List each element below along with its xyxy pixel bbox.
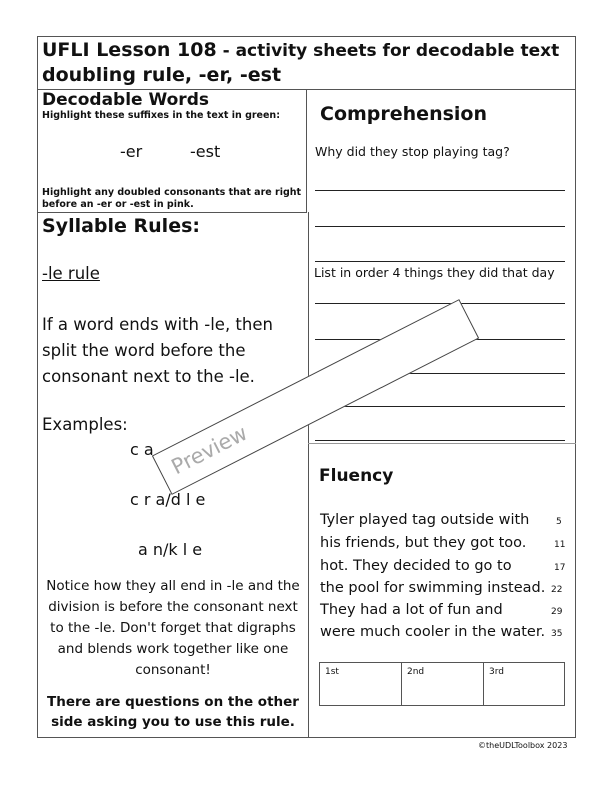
fluency-line: hot. They decided to go to <box>320 558 512 574</box>
comprehension-heading: Comprehension <box>320 103 487 125</box>
word-count: 22 <box>551 585 563 595</box>
syllable-heading: Syllable Rules: <box>42 215 200 237</box>
word-count: 17 <box>554 563 566 573</box>
divider-vertical-top <box>306 90 307 212</box>
question-1: Why did they stop playing tag? <box>315 144 510 159</box>
suffix-er: -er <box>120 142 143 161</box>
example-3: a n/k l e <box>138 540 203 559</box>
suffix-est: -est <box>190 142 221 161</box>
notice-paragraph: Notice how they all end in -le and the division is before the consonant next to the -le. Don't forget that digraphs and blends work together like one consonant! <box>46 578 300 678</box>
watermark-text: Preview <box>167 420 252 480</box>
page-title <box>42 39 559 61</box>
rule-name: -le rule <box>42 264 100 283</box>
decodable-heading: Decodable Words <box>42 90 209 110</box>
fluency-line: were much cooler in the water. <box>320 624 546 640</box>
other-side-note: There are questions on the other side asking you to use this rule. <box>47 694 299 730</box>
lesson-subtitle: - activity sheets for decodable text <box>216 41 560 61</box>
fluency-heading: Fluency <box>319 466 394 486</box>
answer-line <box>315 303 565 304</box>
answer-line <box>315 406 565 407</box>
answer-line <box>315 226 565 227</box>
word-count: 5 <box>556 517 562 527</box>
examples-label: Examples: <box>42 415 128 434</box>
rule-line-2: split the word before the <box>42 341 246 360</box>
example-1: c a <box>130 440 154 459</box>
rule-line-3: consonant next to the -le. <box>42 367 255 386</box>
question-2: List in order 4 things they did that day <box>314 265 555 280</box>
example-2: c r a/d l e <box>130 490 206 509</box>
table-cell-1st: 1st <box>320 663 402 705</box>
decodable-instruction: Highlight these suffixes in the text in green: <box>42 110 280 121</box>
table-cell-2nd: 2nd <box>402 663 484 705</box>
fluency-attempts-table <box>319 662 565 706</box>
divider-vertical-bottom <box>308 212 309 738</box>
fluency-line: the pool for swimming instead. <box>320 580 546 596</box>
answer-line <box>315 190 565 191</box>
word-count: 11 <box>554 540 566 550</box>
fluency-line: Tyler played tag outside with <box>320 512 530 528</box>
answer-line <box>315 440 565 441</box>
word-count: 29 <box>551 607 563 617</box>
divider-decodable <box>37 212 307 213</box>
fluency-line: his friends, but they got too. <box>320 535 527 551</box>
title-box <box>37 36 576 90</box>
answer-line <box>315 261 565 262</box>
decodable-instruction-2: Highlight any doubled consonants that are right before an -er or -est in pink. <box>42 187 302 210</box>
divider-fluency <box>308 443 576 444</box>
lesson-name: UFLI Lesson 108 <box>42 39 217 61</box>
lesson-topic: doubling rule, -er, -est <box>42 64 282 86</box>
word-count: 35 <box>551 629 563 639</box>
rule-line-1: If a word ends with -le, then <box>42 315 273 334</box>
table-cell-3rd: 3rd <box>489 667 504 677</box>
copyright-footer: ©theUDLToolbox 2023 <box>478 741 568 750</box>
fluency-line: They had a lot of fun and <box>320 602 503 618</box>
